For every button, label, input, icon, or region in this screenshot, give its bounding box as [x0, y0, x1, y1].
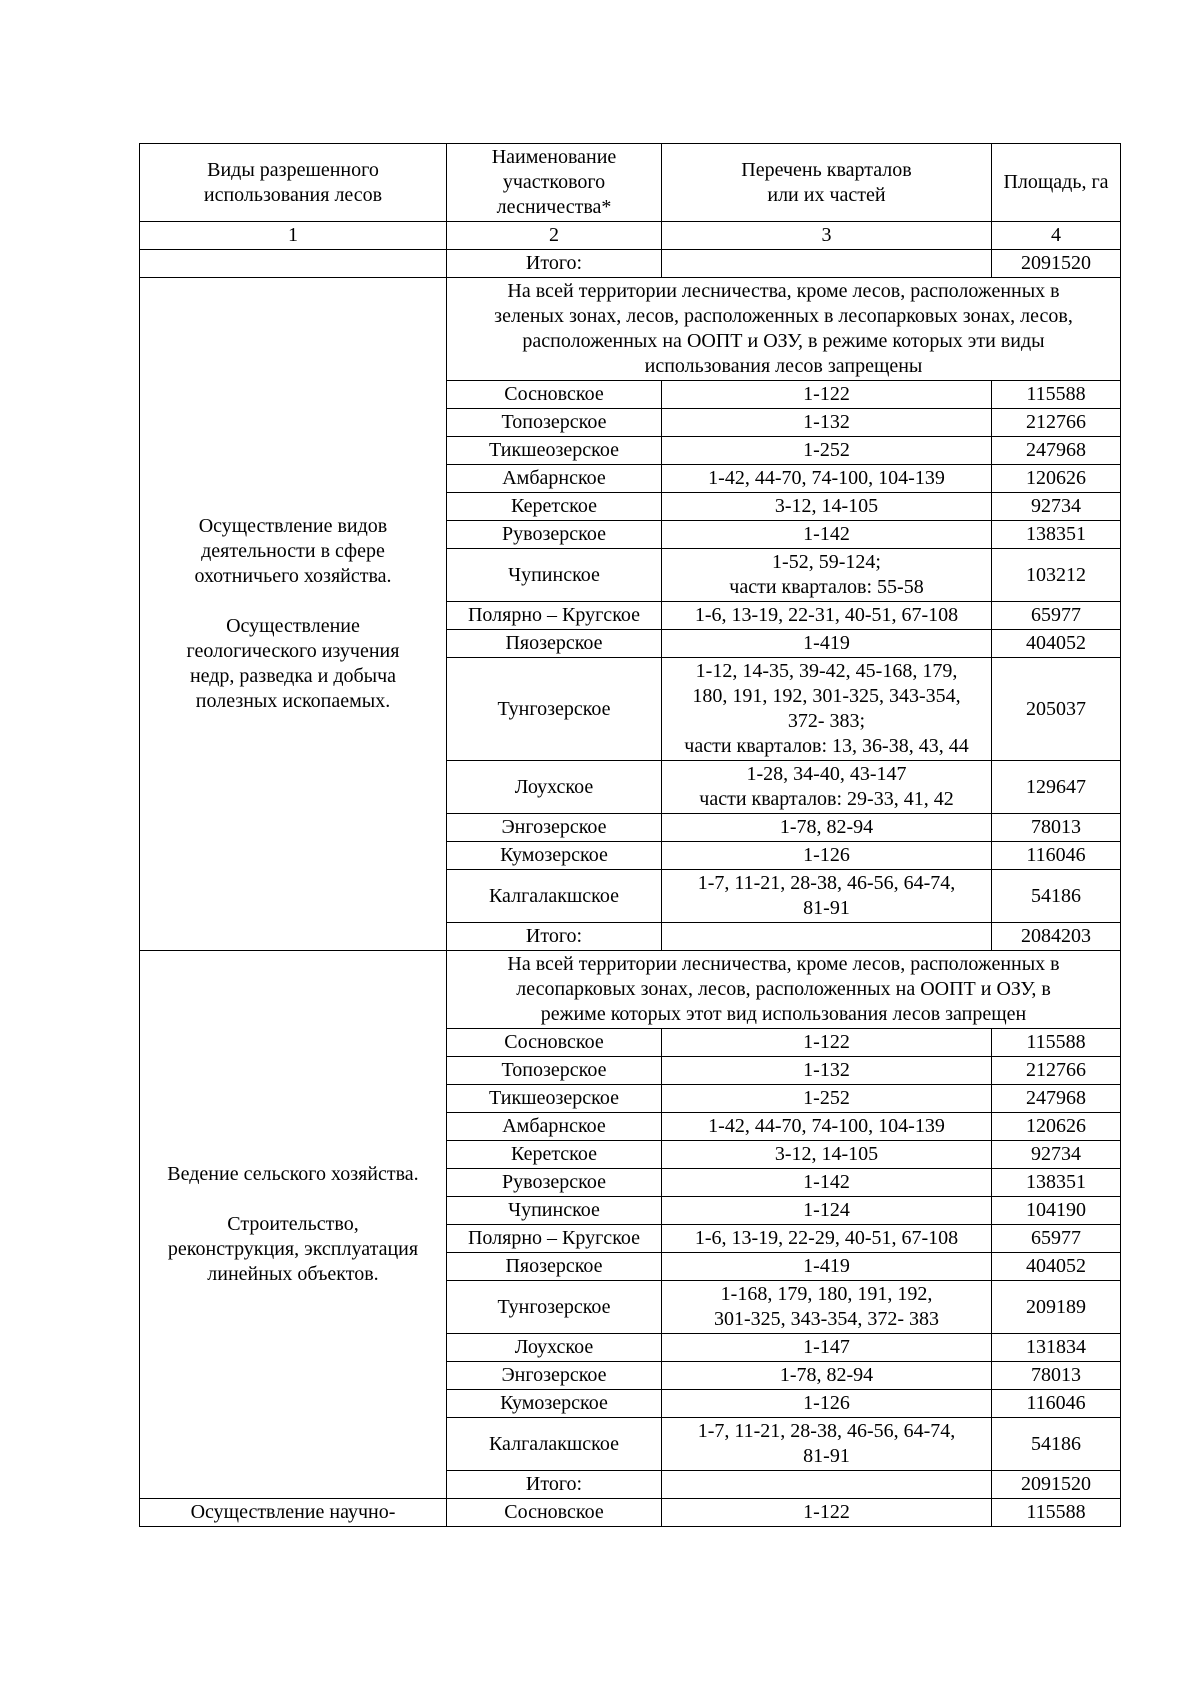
use-type-cell [140, 951, 447, 1499]
header-text: Перечень кварталов [741, 158, 912, 181]
quarters-list [662, 630, 992, 658]
empty-cell [662, 250, 992, 278]
note-line: На всей территории лесничества, кроме лесов, расположенных в [507, 953, 1060, 975]
forestry-name: Тунгозерское [447, 658, 662, 761]
forestry-name: Топозерское [447, 1057, 662, 1085]
use-type-line: Осуществление научно- [190, 1501, 396, 1523]
quarters-line: 1-132 [803, 1059, 850, 1081]
quarters-line: 3-12, 14-105 [774, 1143, 879, 1165]
note-line: режиме которых этот вид использования лесов запрещен [540, 1003, 1027, 1025]
quarters-list [662, 842, 992, 870]
quarters-line: 1-6, 13-19, 22-31, 40-51, 67-108 [694, 604, 959, 626]
header-col-use [140, 144, 447, 222]
quarters-list [662, 1390, 992, 1418]
forestry-name: Полярно – Кругское [447, 602, 662, 630]
quarters-line: 1-7, 11-21, 28-38, 46-56, 64-74, [697, 1420, 956, 1442]
forestry-name: Амбарнское [447, 1113, 662, 1141]
area-value: 103212 [992, 549, 1121, 602]
quarters-line: 180, 191, 192, 301-325, 343-354, [692, 685, 961, 707]
empty-cell [662, 1471, 992, 1499]
use-type-line: охотничьего хозяйства. [194, 565, 392, 587]
use-type-cell [140, 278, 447, 951]
header-text: лесничества* [496, 196, 612, 218]
forestry-name: Чупинское [447, 549, 662, 602]
column-number: 2 [447, 222, 662, 250]
forestry-name: Кумозерское [447, 1390, 662, 1418]
area-value: 404052 [992, 1253, 1121, 1281]
quarters-line: 1-78, 82-94 [779, 1364, 874, 1386]
forestry-name: Тикшеозерское [447, 437, 662, 465]
forestry-name: Сосновское [447, 381, 662, 409]
area-value: 404052 [992, 630, 1121, 658]
column-number: 1 [140, 222, 447, 250]
forestry-name: Пяозерское [447, 630, 662, 658]
area-value: 78013 [992, 814, 1121, 842]
area-value: 131834 [992, 1334, 1121, 1362]
quarters-list [662, 658, 992, 761]
use-type-line: полезных ископаемых. [195, 690, 391, 712]
quarters-list [662, 761, 992, 814]
quarters-list [662, 1029, 992, 1057]
use-type-line: Ведение сельского хозяйства. [167, 1163, 419, 1185]
territory-note [447, 951, 1121, 1029]
quarters-list [662, 437, 992, 465]
quarters-list [662, 1418, 992, 1471]
area-value: 247968 [992, 437, 1121, 465]
forestry-name: Керетское [447, 493, 662, 521]
header-text: участкового [502, 171, 606, 193]
area-value: 212766 [992, 409, 1121, 437]
quarters-line: 1-7, 11-21, 28-38, 46-56, 64-74, [697, 872, 956, 894]
note-line: расположенных на ООПТ и ОЗУ, в режиме которых эти виды [522, 330, 1045, 352]
header-col-area: Площадь, га [992, 144, 1121, 222]
forestry-name: Рувозерское [447, 1169, 662, 1197]
quarters-line: 1-122 [803, 1501, 850, 1523]
quarters-line: 301-325, 343-354, 372- 383 [714, 1308, 939, 1330]
forestry-name: Лоухское [447, 761, 662, 814]
quarters-line: 1-252 [803, 1087, 850, 1109]
note-line: зеленых зонах, лесов, расположенных в лесопарковых зонах, лесов, [494, 305, 1073, 327]
quarters-line: 1-6, 13-19, 22-29, 40-51, 67-108 [694, 1227, 959, 1249]
quarters-line: 1-42, 44-70, 74-100, 104-139 [708, 467, 945, 489]
area-value: 115588 [992, 381, 1121, 409]
note-line: использования лесов запрещены [644, 355, 923, 377]
quarters-line: 3-12, 14-105 [774, 495, 879, 517]
forestry-name: Амбарнское [447, 465, 662, 493]
header-text: или их частей [767, 183, 886, 206]
area-value: 247968 [992, 1085, 1121, 1113]
table-row [140, 1499, 1121, 1527]
forestry-name: Сосновское [447, 1029, 662, 1057]
note-line: На всей территории лесничества, кроме лесов, расположенных в [507, 280, 1060, 302]
quarters-line: 1-28, 34-40, 43-147 [746, 763, 907, 785]
quarters-line: 81-91 [803, 897, 850, 919]
total-area: 2091520 [992, 1471, 1121, 1499]
quarters-list [662, 493, 992, 521]
area-value: 115588 [992, 1499, 1121, 1527]
header-col-quarters [662, 144, 992, 222]
quarters-list [662, 1141, 992, 1169]
header-text: Наименование [491, 146, 617, 168]
area-value: 92734 [992, 493, 1121, 521]
quarters-list [662, 1225, 992, 1253]
header-row [140, 144, 1121, 222]
total-label: Итого: [447, 250, 662, 278]
use-type-cell [140, 1499, 447, 1527]
note-line: лесопарковых зонах, лесов, расположенных на ООПТ и ОЗУ, в [516, 978, 1051, 1000]
quarters-list [662, 1085, 992, 1113]
quarters-list [662, 521, 992, 549]
header-col-forestry [447, 144, 662, 222]
area-value: 115588 [992, 1029, 1121, 1057]
area-value: 120626 [992, 465, 1121, 493]
column-number: 4 [992, 222, 1121, 250]
quarters-line: 1-12, 14-35, 39-42, 45-168, 179, [695, 660, 958, 682]
forestry-name: Калгалакшское [447, 1418, 662, 1471]
total-label: Итого: [447, 923, 662, 951]
forestry-name: Энгозерское [447, 814, 662, 842]
total-label: Итого: [447, 1471, 662, 1499]
quarters-line: части кварталов: 55-58 [729, 576, 924, 598]
quarters-list [662, 1057, 992, 1085]
quarters-list [662, 602, 992, 630]
forestry-name: Кумозерское [447, 842, 662, 870]
forestry-name: Полярно – Кругское [447, 1225, 662, 1253]
quarters-line: части кварталов: 13, 36-38, 43, 44 [684, 735, 969, 757]
empty-cell [662, 923, 992, 951]
quarters-line: 1-78, 82-94 [779, 816, 874, 838]
use-type-line: деятельности в сфере [201, 540, 385, 562]
area-value: 116046 [992, 1390, 1121, 1418]
total-area: 2084203 [992, 923, 1121, 951]
area-value: 120626 [992, 1113, 1121, 1141]
quarters-list [662, 549, 992, 602]
quarters-line: 1-147 [803, 1336, 850, 1358]
quarters-list [662, 1197, 992, 1225]
quarters-line: 81-91 [803, 1445, 850, 1467]
quarters-line: 1-126 [803, 1392, 850, 1414]
quarters-line: 1-126 [803, 844, 850, 866]
use-type-line: реконструкция, эксплуатация [167, 1238, 419, 1260]
area-value: 116046 [992, 842, 1121, 870]
quarters-line: 1-42, 44-70, 74-100, 104-139 [708, 1115, 945, 1137]
area-value: 65977 [992, 602, 1121, 630]
quarters-list [662, 870, 992, 923]
quarters-list [662, 409, 992, 437]
quarters-line: 1-122 [803, 383, 850, 405]
use-type-line: Осуществление [226, 615, 360, 637]
area-value: 104190 [992, 1197, 1121, 1225]
column-number-row [140, 222, 1121, 250]
use-type-line: линейных объектов. [207, 1263, 379, 1285]
quarters-line: 1-419 [803, 1255, 850, 1277]
forestry-name: Тунгозерское [447, 1281, 662, 1334]
use-type-line: геологического изучения [186, 640, 400, 662]
quarters-list [662, 1113, 992, 1141]
quarters-line: 1-168, 179, 180, 191, 192, [720, 1283, 933, 1305]
forestry-name: Лоухское [447, 1334, 662, 1362]
use-type-line: недр, разведка и добыча [189, 665, 397, 687]
forestry-name: Рувозерское [447, 521, 662, 549]
area-value: 205037 [992, 658, 1121, 761]
quarters-list [662, 1253, 992, 1281]
forest-use-table [139, 143, 1121, 1527]
quarters-list [662, 1281, 992, 1334]
table-body [140, 144, 1121, 1527]
area-value: 212766 [992, 1057, 1121, 1085]
area-value: 54186 [992, 1418, 1121, 1471]
quarters-list [662, 1362, 992, 1390]
area-value: 138351 [992, 1169, 1121, 1197]
quarters-line: 1-419 [803, 632, 850, 654]
quarters-line: 1-124 [803, 1199, 850, 1221]
forestry-name: Чупинское [447, 1197, 662, 1225]
territory-note [447, 278, 1121, 381]
forestry-name: Сосновское [447, 1499, 662, 1527]
quarters-list [662, 381, 992, 409]
forestry-name: Калгалакшское [447, 870, 662, 923]
quarters-list [662, 814, 992, 842]
total-area: 2091520 [992, 250, 1121, 278]
quarters-list [662, 1169, 992, 1197]
quarters-line: 1-252 [803, 439, 850, 461]
quarters-line: 1-122 [803, 1031, 850, 1053]
quarters-line: 372- 383; [787, 710, 866, 732]
header-text: Виды разрешенного [207, 158, 379, 181]
forestry-name: Тикшеозерское [447, 1085, 662, 1113]
area-value: 209189 [992, 1281, 1121, 1334]
quarters-list [662, 1334, 992, 1362]
use-type-line: Строительство, [227, 1213, 359, 1235]
note-row [140, 278, 1121, 381]
quarters-list [662, 465, 992, 493]
quarters-line: части кварталов: 29-33, 41, 42 [699, 788, 954, 810]
use-type-line: Осуществление видов [198, 515, 388, 537]
area-value: 54186 [992, 870, 1121, 923]
area-value: 65977 [992, 1225, 1121, 1253]
note-row [140, 951, 1121, 1029]
forestry-name: Топозерское [447, 409, 662, 437]
forestry-name: Керетское [447, 1141, 662, 1169]
quarters-list [662, 1499, 992, 1527]
header-text: использования лесов [203, 183, 383, 206]
prev-total-row [140, 250, 1121, 278]
area-value: 138351 [992, 521, 1121, 549]
forestry-name: Энгозерское [447, 1362, 662, 1390]
paragraph-gap [146, 1187, 440, 1212]
area-value: 129647 [992, 761, 1121, 814]
empty-cell [140, 250, 447, 278]
quarters-line: 1-52, 59-124; [772, 551, 881, 573]
forestry-name: Пяозерское [447, 1253, 662, 1281]
column-number: 3 [662, 222, 992, 250]
quarters-line: 1-142 [803, 1171, 850, 1193]
area-value: 78013 [992, 1362, 1121, 1390]
paragraph-gap [146, 589, 440, 614]
area-value: 92734 [992, 1141, 1121, 1169]
quarters-line: 1-132 [803, 411, 850, 433]
quarters-line: 1-142 [803, 523, 850, 545]
